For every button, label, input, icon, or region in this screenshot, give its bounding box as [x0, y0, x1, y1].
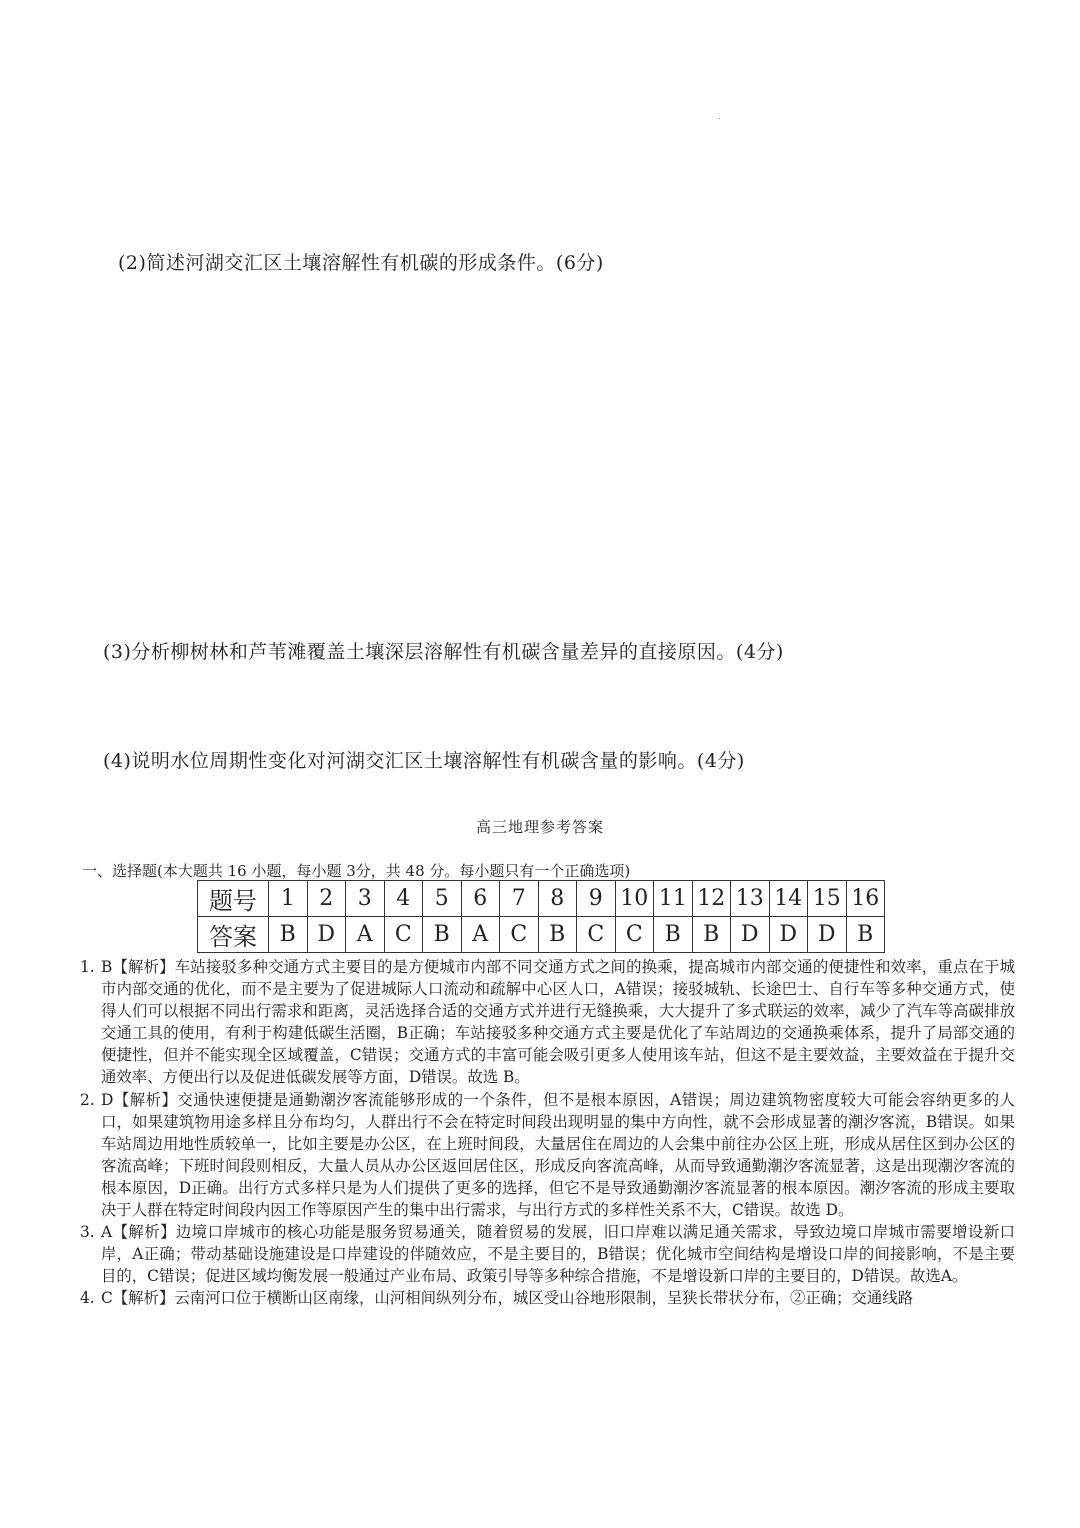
- question-number-cell: 6: [461, 881, 500, 917]
- explanations-list: [80, 956, 1015, 1310]
- question-number-cell: 16: [846, 881, 885, 917]
- answer-cell: B: [654, 917, 693, 953]
- question-number-cell: 1: [269, 881, 308, 917]
- question-number-cell: 5: [423, 881, 462, 917]
- explanation-item: [80, 956, 1015, 1089]
- explanation-item: [80, 1287, 1015, 1309]
- explanation-text: A【解析】边境口岸城市的核心功能是服务贸易通关，随着贸易的发展，旧口岸难以满足通关需求，导致边境口岸城市需要增设新口岸，A正确；带动基础设施建设是口岸建设的伴随效应，不是主要目的，B错误；优化城市空间结构是增设口岸的间接影响，不是主要目的，C错误；促进区域均衡发展一般通过产业布局、政策引导等多种综合措施，不是增设新口岸的主要目的，D错误。故选Α。: [101, 1223, 1015, 1286]
- question-number-cell: 3: [346, 881, 385, 917]
- answer-cell: B: [269, 917, 308, 953]
- question-number-cell: 7: [500, 881, 539, 917]
- answer-cell: D: [769, 917, 808, 953]
- answer-cell: A: [461, 917, 500, 953]
- scan-speck: [719, 118, 720, 119]
- question-4: (4)说明水位周期性变化对河湖交汇区土壤溶解性有机碳含量的影响。(4分): [103, 750, 745, 772]
- answer-cell: C: [384, 917, 423, 953]
- answer-cell: C: [500, 917, 539, 953]
- row-label-number: 题号: [198, 881, 269, 917]
- answer-key-title: 高三地理参考答案: [475, 818, 604, 836]
- question-number-cell: 9: [577, 881, 616, 917]
- question-3: (3)分析柳树林和芦苇滩覆盖土壤深层溶解性有机碳含量差异的直接原因。(4分): [103, 641, 784, 663]
- explanation-text: B【解析】车站接驳多种交通方式主要目的是方便城市内部不同交通方式之间的换乘，提高城市内部交通的便捷性和效率，重点在于城市内部交通的优化，而不是主要为了促进城际人口流动和疏解中心区人口，A错误；接驳城轨、长途巴士、自行车等多种交通方式，使得人们可以根据不同出行需求和距离，灵活选择合适的交通方式并进行无缝换乘，大大提升了多式联运的效率，减少了汽车等高碳排放交通工具的使用，有利于构建低碳生活圈，B正确；车站接驳多种交通方式主要是优化了车站周边的交通换乘体系，提升了局部交通的便捷性，但并不能实现全区域覆盖，C错误；交通方式的丰富可能会吸引更多人使用该车站，但这不是主要效益，主要效益在于提升交通效率、方便出行以及促进低碳发展等方面，D错误。故选 B。: [101, 958, 1015, 1087]
- question-number-cell: 8: [538, 881, 577, 917]
- question-number-cell: 14: [769, 881, 808, 917]
- question-number-row: [198, 881, 885, 917]
- question-number-cell: 4: [384, 881, 423, 917]
- question-number-cell: 10: [615, 881, 654, 917]
- answer-cell: D: [731, 917, 770, 953]
- question-number-cell: 15: [808, 881, 847, 917]
- answer-cell: B: [692, 917, 731, 953]
- answer-cell: B: [846, 917, 885, 953]
- explanation-text: C【解析】云南河口位于横断山区南缘，山河相间纵列分布，城区受山谷地形限制，呈狭长带状分布，②正确；交通线路: [101, 1289, 914, 1308]
- explanation-number: 2.: [80, 1090, 95, 1109]
- explanation-item: [80, 1221, 1015, 1287]
- question-number-cell: 13: [731, 881, 770, 917]
- section-header: 一、选择题(本大题共 16 小题，每小题 3分，共 48 分。每小题只有一个正确选项): [82, 862, 631, 880]
- answer-table: [197, 880, 885, 953]
- answer-cell: C: [577, 917, 616, 953]
- row-label-answer: 答案: [198, 917, 269, 953]
- explanation-number: 4.: [80, 1289, 95, 1308]
- answer-cell: B: [423, 917, 462, 953]
- explanation-number: 3.: [80, 1223, 95, 1242]
- question-number-cell: 12: [692, 881, 731, 917]
- explanation-item: [80, 1089, 1015, 1222]
- question-number-cell: 2: [307, 881, 346, 917]
- answer-cell: D: [808, 917, 847, 953]
- answer-cell: D: [307, 917, 346, 953]
- question-2: (2)简述河湖交汇区土壤溶解性有机碳的形成条件。(6分): [118, 252, 604, 274]
- question-number-cell: 11: [654, 881, 693, 917]
- answer-cell: B: [538, 917, 577, 953]
- answer-row: [198, 917, 885, 953]
- explanation-number: 1.: [80, 958, 95, 976]
- answer-cell: A: [346, 917, 385, 953]
- explanation-text: D【解析】交通快速便捷是通勤潮汐客流能够形成的一个条件，但不是根本原因，A错误；周边建筑物密度较大可能会容纳更多的人口，如果建筑物用途多样且分布均匀，人群出行不会在特定时间段出现明显的集中方向性，就不会形成显著的潮汐客流，B错误。如果车站周边用地性质较单一，比如主要是办公区，在上班时间段，大量居住在周边的人会集中前往办公区上班，形成从居住区到办公区的客流高峰；下班时间段则相反，大量人员从办公区返回居住区，形成反向客流高峰，从而导致通勤潮汐客流显著，这是出现潮汐客流的根本原因，D正确。出行方式多样只是为人们提供了更多的选择，但它不是导致通勤潮汐客流显著的根本原因。潮汐客流的形成主要取决于人群在特定时间段内因工作等原因产生的集中出行需求，与出行方式的多样性关系不大，C错误。故选 D。: [101, 1090, 1015, 1220]
- answer-cell: C: [615, 917, 654, 953]
